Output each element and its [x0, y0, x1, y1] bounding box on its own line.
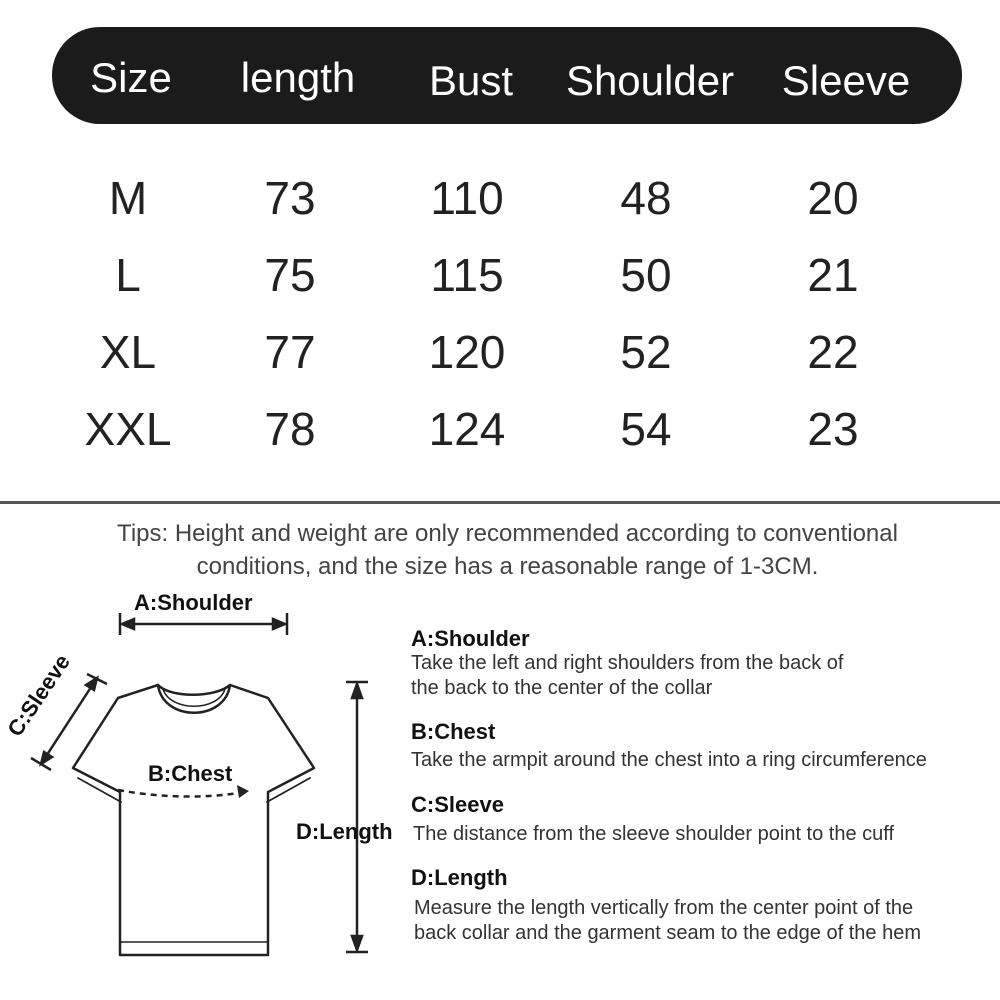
desc-shoulder-text: Take the left and right shoulders from the back of the back to the center of the collar — [411, 652, 844, 699]
cell-sleeve-l: 21 — [807, 249, 859, 301]
diagram-length-label: D:Length — [296, 819, 393, 844]
desc-chest-text: Take the armpit around the chest into a ring circumference — [411, 749, 927, 771]
desc-shoulder-title: A:Shoulder — [411, 626, 530, 651]
cell-shoulder-l: 50 — [620, 249, 672, 301]
cell-size-xl: XL — [99, 326, 157, 378]
cell-sleeve-xxl: 23 — [807, 403, 859, 455]
cell-size-l: L — [115, 249, 141, 301]
header-sleeve: Sleeve — [781, 57, 911, 104]
cell-length-m: 73 — [264, 172, 316, 224]
length-measure-line — [346, 682, 368, 952]
header-bust: Bust — [428, 57, 514, 104]
desc-sleeve-text: The distance from the sleeve shoulder point to the cuff — [413, 823, 895, 845]
tips-line-1: Tips: Height and weight are only recommended according to conventional — [117, 520, 898, 547]
cell-size-xxl: XXL — [84, 403, 172, 455]
cell-length-xxl: 78 — [264, 403, 316, 455]
cell-bust-xxl: 124 — [428, 403, 506, 455]
tips-line-2: conditions, and the size has a reasonable range of 1-3CM. — [196, 553, 819, 580]
cell-shoulder-m: 48 — [620, 172, 672, 224]
cell-bust-m: 110 — [430, 172, 504, 224]
cell-sleeve-m: 20 — [807, 172, 859, 224]
desc-length-text: Measure the length vertically from the center point of the back collar and the garment seam to the edge of the hem — [414, 897, 921, 944]
tips-text — [30, 517, 985, 583]
cell-length-xl: 77 — [264, 326, 316, 378]
cell-sleeve-xl: 22 — [807, 326, 859, 378]
cell-shoulder-xxl: 54 — [620, 403, 672, 455]
desc-sleeve-title: C:Sleeve — [411, 792, 504, 817]
diagram-sleeve-label: C:Sleeve — [2, 649, 76, 741]
section-divider — [0, 501, 1000, 504]
cell-bust-xl: 120 — [428, 326, 506, 378]
header-shoulder: Shoulder — [565, 57, 735, 104]
tshirt-outline — [73, 685, 314, 955]
diagram-shoulder-label: A:Shoulder — [134, 590, 253, 615]
desc-chest-title: B:Chest — [411, 719, 496, 744]
diagram-chest-label: B:Chest — [148, 761, 233, 786]
shoulder-measure-line — [120, 613, 287, 635]
cell-bust-l: 115 — [430, 249, 504, 301]
cell-size-m: M — [108, 172, 148, 224]
cell-shoulder-xl: 52 — [620, 326, 672, 378]
header-size: Size — [90, 54, 172, 101]
cell-length-l: 75 — [264, 249, 316, 301]
desc-length-title: D:Length — [411, 865, 508, 890]
chest-measure-line — [118, 790, 245, 797]
header-length: length — [240, 54, 356, 101]
